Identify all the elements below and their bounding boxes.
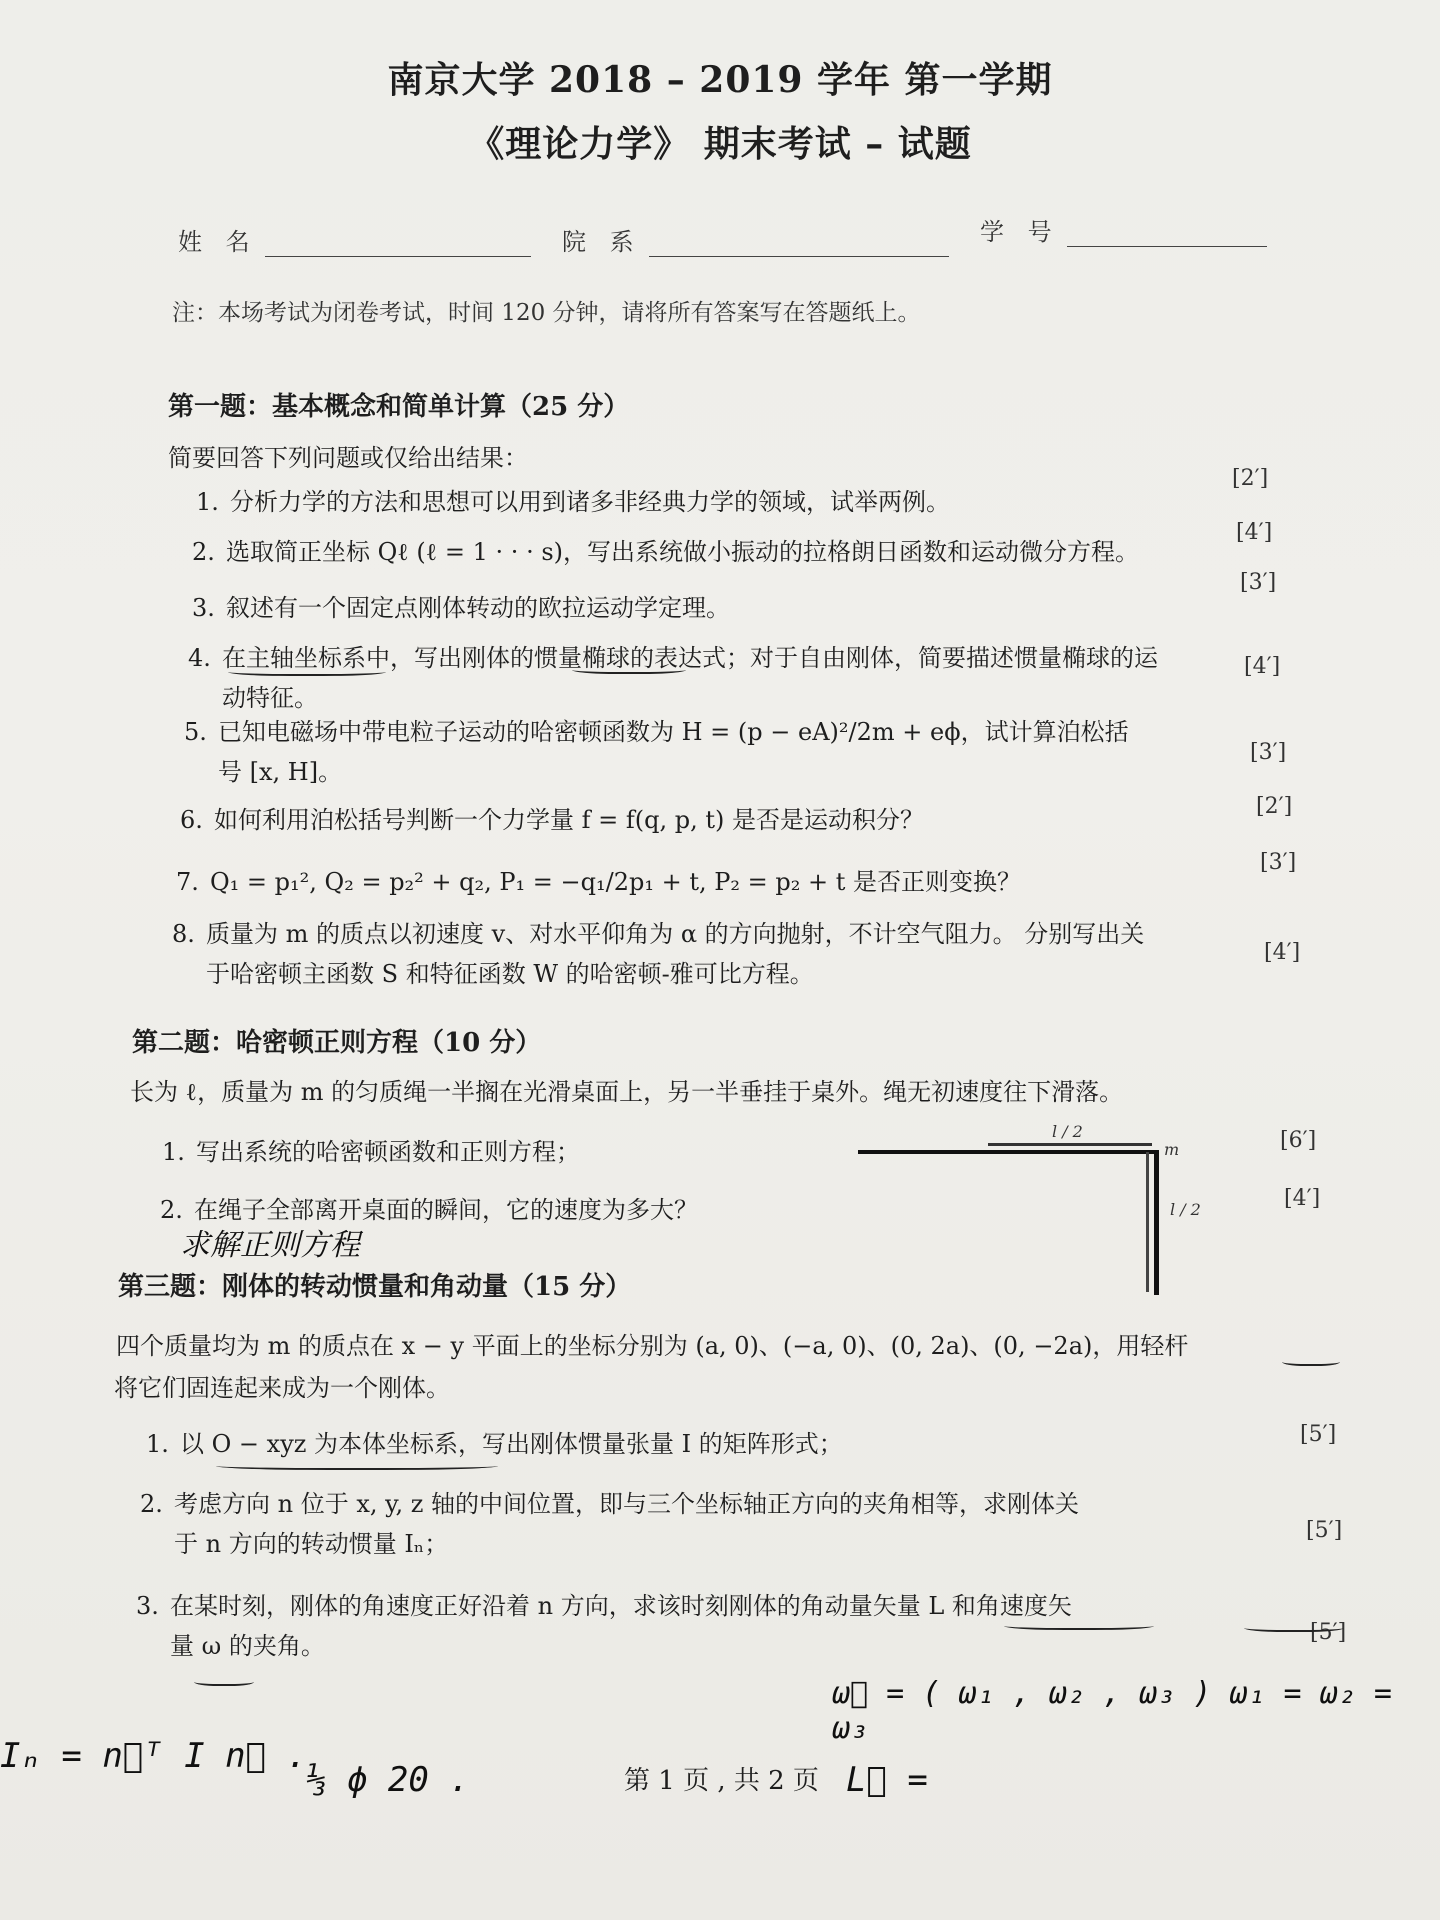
s1-q2-points: [4′] <box>1236 520 1273 545</box>
exam-subtitle: 《理论力学》 期末考试 – 试题 <box>468 123 972 165</box>
section2-title: 第二题：哈密顿正则方程（10 分） <box>132 1028 542 1058</box>
id-blank <box>1067 222 1267 247</box>
section3-title: 第三题：刚体的转动惯量和角动量（15 分） <box>118 1272 632 1302</box>
s1-q4-points: [4′] <box>1244 654 1281 679</box>
dept-blank <box>649 232 949 257</box>
s1-q6-points: [2′] <box>1256 794 1293 819</box>
s3-q3-points: [5′] <box>1310 1620 1347 1645</box>
s1-q5-points: [3′] <box>1250 740 1287 765</box>
handwritten-fraction-note: ⅓ ϕ 20 . <box>306 1760 470 1800</box>
page-footer: 第 1 页 , 共 2 页 <box>624 1766 819 1796</box>
s2-q2-points: [4′] <box>1284 1186 1321 1211</box>
underline-scribble <box>194 1676 254 1686</box>
s3-q2: 2. 考虑方向 n 位于 x, y, z 轴的中间位置，即与三个坐标轴正方向的夹角相等，求刚体关 于 n 方向的转动惯量 Iₙ； <box>140 1490 1080 1558</box>
s1-q7-points: [3′] <box>1260 850 1297 875</box>
underline-scribble <box>228 666 386 676</box>
underline-scribble <box>1004 1620 1154 1630</box>
underline-scribble <box>1282 1356 1340 1366</box>
s1-q4: 4. 在主轴坐标系中，写出刚体的惯量椭球的表达式；对于自由刚体，简要描述惯量椭球的运 动特征。 <box>188 644 1158 712</box>
dept-field <box>562 222 949 257</box>
s2-q1-points: [6′] <box>1280 1128 1317 1153</box>
exam-note: 注：本场考试为闭卷考试，时间 120 分钟，请将所有答案写在答题纸上。 <box>172 300 921 326</box>
s1-q2: 2. 选取简正坐标 Qℓ (ℓ = 1 · · · s)，写出系统做小振动的拉格朗日函数和运动微分方程。 <box>192 538 1140 566</box>
s1-q8-points: [4′] <box>1264 940 1301 965</box>
handwritten-omega-vector: ω⃗ = ( ω₁ , ω₂ , ω₃ ) ω₁ = ω₂ = ω₃ <box>832 1676 1392 1746</box>
table-surface-line <box>858 1150 1158 1154</box>
s1-q3-points: [3′] <box>1240 570 1277 595</box>
id-label: 学 号 <box>980 218 1060 246</box>
section3-intro-line1: 四个质量均为 m 的质点在 x − y 平面上的坐标分别为 (a, 0)、(−a, 0)、(0, 2a)、(0, −2a)，用轻杆 <box>116 1332 1189 1360</box>
s3-q2-points: [5′] <box>1306 1518 1343 1543</box>
exam-title: 南京大学 2018 – 2019 学年 第一学期 <box>387 59 1053 101</box>
section2-intro: 长为 ℓ，质量为 m 的匀质绳一半搁在光滑桌面上，另一半垂挂于桌外。绳无初速度往下滑落。 <box>130 1078 1124 1106</box>
underline-scribble <box>216 1460 498 1470</box>
id-field <box>980 212 1267 247</box>
s1-q8: 8. 质量为 m 的质点以初速度 v、对水平仰角为 α 的方向抛射，不计空气阻力。 分别写出关 于哈密顿主函数 S 和特征函数 W 的哈密顿-雅可比方程。 <box>172 920 1145 988</box>
diagram-top-label: l / 2 <box>1052 1122 1083 1141</box>
s1-q3: 3. 叙述有一个固定点刚体转动的欧拉运动学定理。 <box>192 594 730 622</box>
dept-label: 院 系 <box>562 228 642 256</box>
underline-scribble <box>1244 1622 1344 1632</box>
s2-q2: 2. 在绳子全部离开桌面的瞬间，它的速度为多大？ <box>160 1196 698 1224</box>
s1-q1-points: [2′] <box>1232 466 1269 491</box>
name-field <box>178 222 531 257</box>
s3-q3: 3. 在某时刻，刚体的角速度正好沿着 n 方向，求该时刻刚体的角动量矢量 L 和角速度矢 量 ω 的夹角。 <box>136 1592 1072 1660</box>
diagram-mass-label: m <box>1164 1140 1180 1159</box>
section1-title: 第一题：基本概念和简单计算（25 分） <box>168 392 630 422</box>
s1-q1: 1. 分析力学的方法和思想可以用到诸多非经典力学的领域，试举两例。 <box>196 488 950 516</box>
s1-q6: 6. 如何利用泊松括号判断一个力学量 f = f(q, p, t) 是否是运动积分？ <box>180 806 925 834</box>
diagram-side-label: l / 2 <box>1170 1200 1201 1219</box>
section1-intro: 简要回答下列问题或仅给出结果： <box>168 444 528 472</box>
section3-intro-line2: 将它们固连起来成为一个刚体。 <box>114 1374 450 1402</box>
s3-q1: 1. 以 O − xyz 为本体坐标系，写出刚体惯量张量 I 的矩阵形式； <box>146 1430 843 1458</box>
s3-q1-points: [5′] <box>1300 1422 1337 1447</box>
s1-q5: 5. 已知电磁场中带电粒子运动的哈密顿函数为 H = (p − eA)²/2m + eϕ，试计算泊松括 号 [x, H]。 <box>184 718 1129 786</box>
table-edge-line <box>1154 1150 1159 1295</box>
s2-q1: 1. 写出系统的哈密顿函数和正则方程； <box>162 1138 580 1166</box>
name-label: 姓 名 <box>178 228 258 256</box>
underline-scribble <box>572 664 686 674</box>
rope-hanging <box>1146 1152 1149 1292</box>
s1-q7: 7. Q₁ = p₁², Q₂ = p₂² + q₂, P₁ = −q₁/2p₁ + t, P₂ = p₂ + t 是否正则变换？ <box>176 868 1022 896</box>
handwritten-inertia-formula: Iₙ = n⃗ᵀ I n⃗ . <box>0 1736 308 1776</box>
handwritten-L-vector: L⃗ = <box>846 1760 928 1800</box>
rope-on-table <box>988 1143 1152 1146</box>
name-blank <box>265 232 531 257</box>
handwritten-note-canonical-eqs: 求解正则方程 <box>180 1228 360 1263</box>
